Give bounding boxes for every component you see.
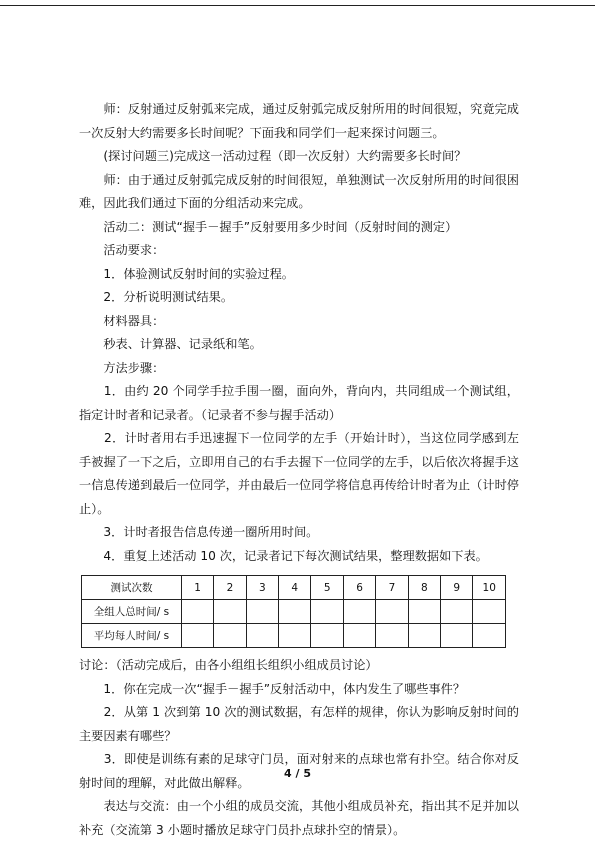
table-header-cell: 7 bbox=[376, 576, 408, 600]
para-18: 2．从第 1 次到第 10 次的测试数据，有怎样的规律，你认为影响反射时间的主要因素有哪些？ bbox=[79, 705, 519, 743]
table-cell bbox=[441, 600, 473, 624]
table-header-cell: 9 bbox=[441, 576, 473, 600]
table-cell bbox=[279, 624, 311, 648]
table-cell bbox=[246, 600, 278, 624]
table-cell bbox=[279, 600, 311, 624]
para-12: 2．计时者用右手迅速握下一位同学的左手（开始计时），当这位同学感到左手被握了一下之后，立即用自己的右手去握下一位同学的左手，以后依次将握手这一信息传递到最后一位同学，并由最后一位同学将信息再传给计时者为止（计时停止）。 bbox=[79, 431, 519, 516]
table-header-cell: 4 bbox=[279, 576, 311, 600]
para-13: 3．计时者报告信息传递一圈所用时间。 bbox=[79, 525, 319, 539]
table-cell bbox=[473, 600, 506, 624]
para-10: 方法步骤： bbox=[79, 360, 165, 375]
table-cell bbox=[343, 624, 375, 648]
table-row-label: 全组人总时间/ s bbox=[82, 600, 182, 624]
table-cell bbox=[376, 624, 408, 648]
table-header-cell: 2 bbox=[214, 576, 246, 600]
table-cell bbox=[311, 624, 343, 648]
table-header-cell: 测试次数 bbox=[82, 576, 182, 600]
table-cell bbox=[181, 600, 213, 624]
table-cell bbox=[376, 600, 408, 624]
table-row-label: 平均每人时间/ s bbox=[82, 624, 182, 648]
table-cell bbox=[473, 624, 506, 648]
table-cell bbox=[408, 624, 440, 648]
para-5: 活动要求： bbox=[79, 243, 165, 257]
table-cell bbox=[343, 600, 375, 624]
table-cell bbox=[246, 624, 278, 648]
para-17: 1．你在完成一次“握手－握手”反射活动中，体内发生了哪些事件？ bbox=[79, 681, 466, 696]
table-row bbox=[82, 600, 506, 624]
para-4: 活动二：测试“握手－握手”反射要用多少时间（反射时间的测定） bbox=[79, 219, 458, 234]
table-row bbox=[82, 576, 506, 600]
table-row bbox=[82, 624, 506, 648]
document-body bbox=[79, 98, 519, 842]
para-11: 1．由约 20 个同学手拉手围一圈，面向外，背向内，共同组成一个测试组，指定计时者和记录者。（记录者不参与握手活动） bbox=[79, 384, 519, 422]
table-cell bbox=[214, 624, 246, 648]
table-header-cell: 3 bbox=[246, 576, 278, 600]
para-14: 4．重复上述活动 10 次，记录者记下每次测试结果，整理数据如下表。 bbox=[79, 548, 488, 563]
para-6: 1．体验测试反射时间的实验过程。 bbox=[79, 266, 294, 281]
table-cell bbox=[214, 600, 246, 624]
table-cell bbox=[181, 624, 213, 648]
para-7: 2．分析说明测试结果。 bbox=[79, 290, 234, 304]
table-header-cell: 8 bbox=[408, 576, 440, 600]
top-rule bbox=[0, 5, 595, 6]
table-header-cell: 5 bbox=[311, 576, 343, 600]
table-cell bbox=[311, 600, 343, 624]
para-1: 师：反射通过反射弧来完成，通过反射弧完成反射所用的时间很短，究竟完成一次反射大约需要多长时间呢？下面我和同学们一起来探讨问题三。 bbox=[79, 102, 519, 140]
table-header-cell: 1 bbox=[181, 576, 213, 600]
para-2: (探讨问题三)完成这一活动过程（即一次反射）大约需要多长时间？ bbox=[79, 149, 467, 163]
table-header-cell: 6 bbox=[343, 576, 375, 600]
para-16: 讨论：（活动完成后，由各小组组长组织小组成员讨论） bbox=[79, 658, 378, 672]
para-9: 秒表、计算器、记录纸和笔。 bbox=[79, 337, 262, 351]
table-cell bbox=[441, 624, 473, 648]
para-20: 表达与交流：由一个小组的成员交流，其他小组成员补充，指出其不足并加以补充（交流第 3 小题时播放足球守门员扑点球扑空的情景）。 bbox=[79, 799, 519, 837]
para-3: 师：由于通过反射弧完成反射的时间很短，单独测试一次反射所用的时间很困难，因此我们通过下面的分组活动来完成。 bbox=[79, 172, 519, 210]
page-number: 4 / 5 bbox=[284, 767, 311, 780]
table-header-cell: 10 bbox=[473, 576, 506, 600]
para-19: 3．即使是训练有素的足球守门员，面对射来的点球也常有扑空。结合你对反射时间的理解，对此做出解释。 bbox=[79, 752, 519, 790]
test-results-table bbox=[81, 575, 506, 648]
table-cell bbox=[408, 600, 440, 624]
para-8: 材料器具： bbox=[79, 313, 165, 328]
